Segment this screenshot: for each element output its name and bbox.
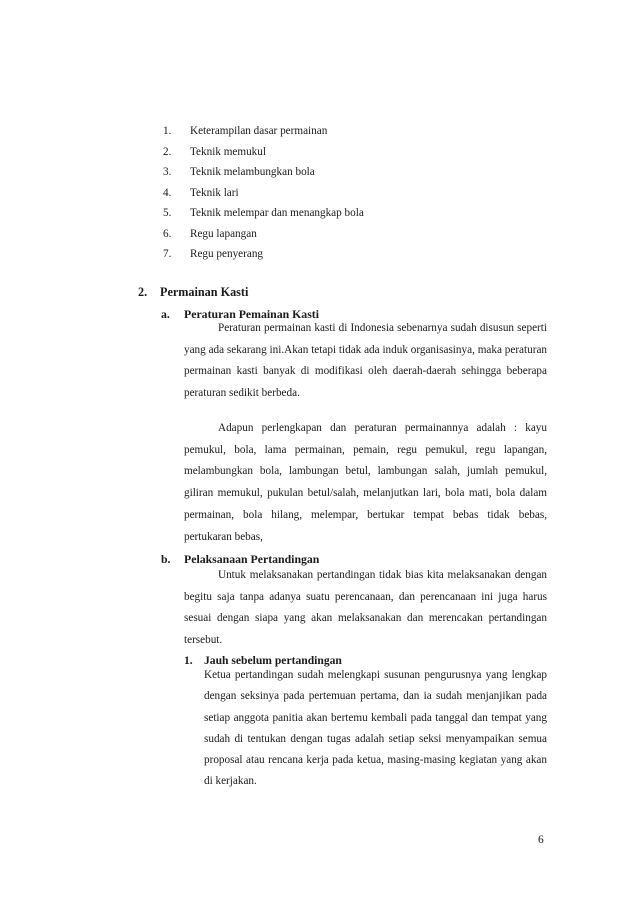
list-text: Teknik melempar dan menangkap bola xyxy=(190,207,364,219)
page-number: 6 xyxy=(538,834,544,846)
list-number: 3. xyxy=(163,166,172,178)
list-text: Teknik melambungkan bola xyxy=(190,166,315,178)
list-item xyxy=(163,162,563,183)
list-number: 2. xyxy=(163,145,172,158)
paragraph-rules-intro: Peraturan permainan kasti di Indonesia sebenarnya sudah disusun seperti yang ada sekarang ini.Akan tetapi tidak ada induk organisasinya, maka peraturan permainan kasti banyak di modifikasi oleh daerah-daerah sehingga beberapa peraturan sedikit berbeda. xyxy=(184,322,547,400)
subsection-title: Peraturan Pemainan Kasti xyxy=(184,307,319,321)
item-title: Jauh sebelum pertandingan xyxy=(204,654,342,667)
list-item xyxy=(163,121,563,142)
paragraph-before-match: Ketua pertandingan sudah melengkapi susunan pengurusnya yang lengkap dengan seksinya pada pertemuan pertama, dan ia sudah menjanjikan pada setiap anggota panitia akan bertemu kembali pada tanggal dan tempat yang sudah di tentukan dengan tugas adalah setiap seksi menyampaikan semua proposal atau rencana kerja pada ketua, masing-masing kegiatan yang akan di kerjakan. xyxy=(204,669,547,788)
list-item xyxy=(163,142,563,163)
section-number: 2. xyxy=(138,285,148,299)
list-text: Teknik memukul xyxy=(190,145,266,158)
list-number: 5. xyxy=(163,207,172,219)
subsection-letter: b. xyxy=(161,552,171,566)
list-number: 6. xyxy=(163,227,172,240)
item-number: 1. xyxy=(184,654,193,667)
list-number: 1. xyxy=(163,125,172,137)
list-text: Regu penyerang xyxy=(190,248,264,260)
list-item xyxy=(163,183,563,204)
paragraph-equipment: Adapun perlengkapan dan peraturan permainannya adalah : kayu pemukul, bola, lama permainan, pemain, regu pemukul, regu lapangan, melambungkan bola, lambungan betul, lambungan salah, jumlah pemukul, giliran memukul, pukulan betul/salah, melanjutkan lari, bola mati, bola dalam permainan, bola hilang, melempar, bertukar tempat bebas tidak bebas, pertukaran bebas, xyxy=(184,422,547,543)
section-title: Permainan Kasti xyxy=(160,285,249,299)
list-number: 7. xyxy=(163,248,172,260)
subsection-letter: a. xyxy=(161,307,170,321)
paragraph-implementation: Untuk melaksanakan pertandingan tidak bias kita melaksanakan dengan begitu saja tanpa adanya suatu perencanaan, dan perencanaan ini juga harus sesuai dengan siapa yang akan melaksanakan dan merencakan pertandingan tersebut. xyxy=(184,569,547,647)
list-text: Keterampilan dasar permainan xyxy=(190,125,328,137)
list-number: 4. xyxy=(163,186,172,199)
section-heading xyxy=(138,285,248,300)
skills-list xyxy=(163,121,563,265)
subsection-title: Pelaksanaan Pertandingan xyxy=(184,552,320,566)
list-text: Regu lapangan xyxy=(190,227,257,240)
list-item xyxy=(163,224,563,245)
list-text: Teknik lari xyxy=(190,186,239,199)
list-item xyxy=(163,203,563,224)
list-item xyxy=(163,244,563,265)
